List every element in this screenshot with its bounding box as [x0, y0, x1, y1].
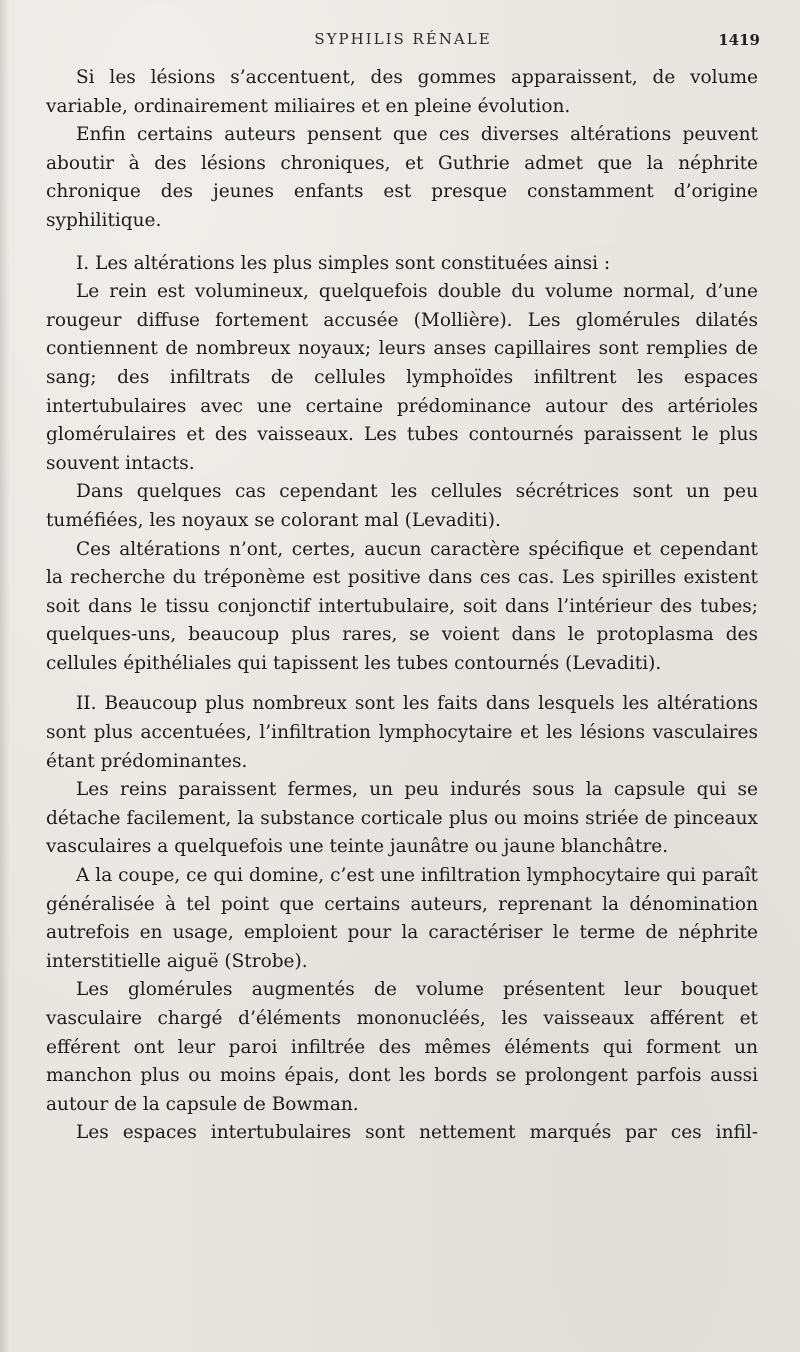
paragraph-cellules-tumefiees: Dans quelques cas cependant les cellules sécrétrices sont un peu tuméfiées, les noyaux se colorant mal (Levaditi).	[46, 481, 758, 531]
running-header	[46, 30, 760, 56]
running-title: SYPHILIS RÉNALE	[314, 30, 492, 48]
paragraph-guthrie: Enfin certains auteurs pensent que ces diverses altérations peuvent aboutir à des lésions chroniques, et Guthrie admet que la néphrite chronique des jeunes enfants est presque constamment d’origine syphilitique.	[46, 124, 758, 231]
section-heading-i: I. Les altérations les plus simples sont constituées ainsi :	[76, 252, 611, 274]
page-number: 1419	[718, 31, 760, 49]
body-text	[46, 64, 758, 1148]
page-edge-shadow	[0, 0, 10, 1352]
paragraph-rein-volumineux: Le rein est volumineux, quelquefois double du volume normal, d’une rougeur diffuse fortement accusée (Mollière). Les glomérules dilatés contiennent de nombreux noyaux; leurs anses capillaires sont remplies de sang; des infiltrats de cellules lymphoïdes infiltrent les espaces intertubulaires avec une certaine prédominance autour des artérioles glomérulaires et des vaisseaux. Les tubes contournés paraissent le plus souvent intacts.	[46, 281, 758, 474]
paragraph-gommes: Si les lésions s’accentuent, des gommes apparaissent, de volume variable, ordinairement miliaires et en pleine évolution.	[46, 67, 758, 117]
paragraph-section-ii: II. Beaucoup plus nombreux sont les faits dans lesquels les altérations sont plus accentuées, l’infiltration lymphocytaire et les lésions vasculaires étant prédominantes.	[46, 693, 758, 772]
paragraph-reins-fermes: Les reins paraissent fermes, un peu indurés sous la capsule qui se détache facilement, la substance corticale plus ou moins striée de pinceaux vasculaires a quelquefois une teinte jaunâtre ou jaune blanchâtre.	[46, 779, 758, 858]
paragraph-espaces-intertubulaires: Les espaces intertubulaires sont nettement marqués par ces infil-	[76, 1122, 758, 1144]
paragraph-a-la-coupe: A la coupe, ce qui domine, c’est une infiltration lymphocytaire qui paraît généralisée à tel point que certains auteurs, reprenant la dénomination autrefois en usage, emploient pour la caractériser le terme de néphrite interstitielle aiguë (Strobe).	[46, 865, 758, 972]
paragraph-glomerules: Les glomérules augmentés de volume présentent leur bouquet vasculaire chargé d’éléments mononucléés, les vaisseaux afférent et efférent ont leur paroi infiltrée des mêmes éléments qui forment un manchon plus ou moins épais, dont les bords se prolongent parfois aussi autour de la capsule de Bowman.	[46, 979, 758, 1115]
paragraph-treponeme: Ces altérations n’ont, certes, aucun caractère spécifique et cependant la recherche du tréponème est positive dans ces cas. Les spirilles existent soit dans le tissu conjonctif intertubulaire, soit dans l’intérieur des tubes; quelques-uns, beaucoup plus rares, se voient dans le protoplasma des cellules épithéliales qui tapissent les tubes contournés (Levaditi).	[46, 538, 758, 674]
